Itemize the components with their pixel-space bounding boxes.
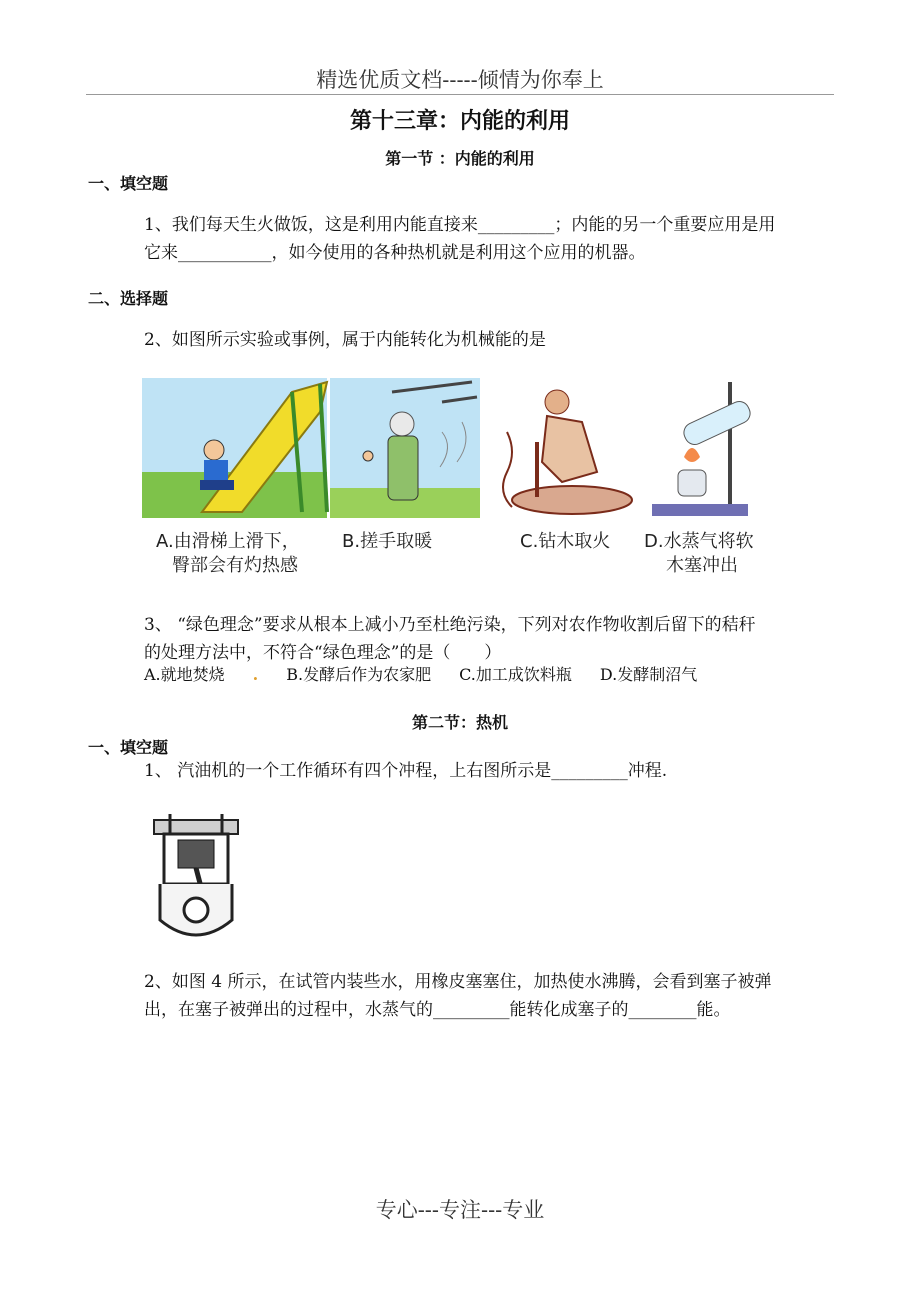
engine-figure [150, 810, 242, 948]
section1-part1-label: 一、填空题 [88, 174, 169, 193]
caption-c: C.钻木取火 [520, 531, 611, 552]
section1-question1 [144, 211, 834, 267]
caption-d-line2: 木塞冲出 [666, 555, 738, 576]
engine-cylinder-diagram [150, 810, 242, 944]
q3-option-b: B.发酵后作为农家肥 [286, 665, 432, 684]
section2-part1-label: 一、填空题 [88, 738, 169, 757]
caption-d [644, 530, 754, 578]
caption-d-line1: D.水蒸气将软 [644, 531, 754, 552]
q3-option-d: D.发酵制沼气 [599, 665, 698, 684]
test-tube-illustration [652, 382, 753, 516]
q3-line1: 3、 “绿色理念”要求从根本上减小乃至杜绝污染，下列对农作物收割后留下的秸秆 [144, 615, 756, 635]
q1-line1: 1、我们每天生火做饭，这是利用内能直接来_________；内能的另一个重要应用是用 [144, 215, 776, 235]
section1-title: 第一节 ：内能的利用 [385, 149, 535, 168]
q3-options [144, 662, 725, 685]
q2-illustrations [142, 372, 762, 522]
page-header: 精选优质文档-----倾情为你奉上 [316, 68, 604, 92]
s2-q2-line1: 2、如图 4 所示，在试管内装些水，用橡皮塞塞住，加热使水沸腾，会看到塞子被弹 [144, 972, 772, 992]
q1-line2: 它来___________，如今使用的各种热机就是利用这个应用的机器。 [144, 243, 646, 263]
caption-a-line2: 臀部会有灼热感 [172, 555, 298, 576]
s2-q2-line2: 出，在塞子被弹出的过程中，水蒸气的_________能转化成塞子的________能。 [144, 1000, 731, 1020]
section1-question2: 2、如图所示实验或事例，属于内能转化为机械能的是 [144, 330, 546, 350]
section2-question2 [144, 968, 834, 1024]
section2-question1: 1、 汽油机的一个工作循环有四个冲程，上右图所示是_________冲程. [144, 761, 668, 781]
q3-stray-dot: . [252, 665, 259, 684]
caption-a [156, 530, 300, 578]
slide-illustration [142, 378, 327, 518]
q3-option-c: C.加工成饮料瓶 [459, 665, 572, 684]
section1-question3 [144, 611, 834, 667]
chapter-title: 第十三章：内能的利用 [349, 109, 570, 134]
q3-line2: 的处理方法中，不符合“绿色理念”的是（ ） [144, 643, 502, 663]
page-footer: 专心---专注---专业 [375, 1198, 545, 1222]
q2-figure [142, 372, 762, 576]
caption-b: B.搓手取暖 [342, 531, 433, 552]
drilling-fire-illustration [487, 378, 637, 518]
q3-option-a: A.就地焚烧 [144, 665, 225, 684]
section2-title: 第二节：热机 [411, 713, 508, 732]
rubbing-hands-illustration [330, 378, 480, 518]
caption-a-line1: A.由滑梯上滑下， [156, 531, 300, 552]
header-divider [86, 94, 834, 95]
section1-part2-label: 二、选择题 [88, 289, 169, 308]
